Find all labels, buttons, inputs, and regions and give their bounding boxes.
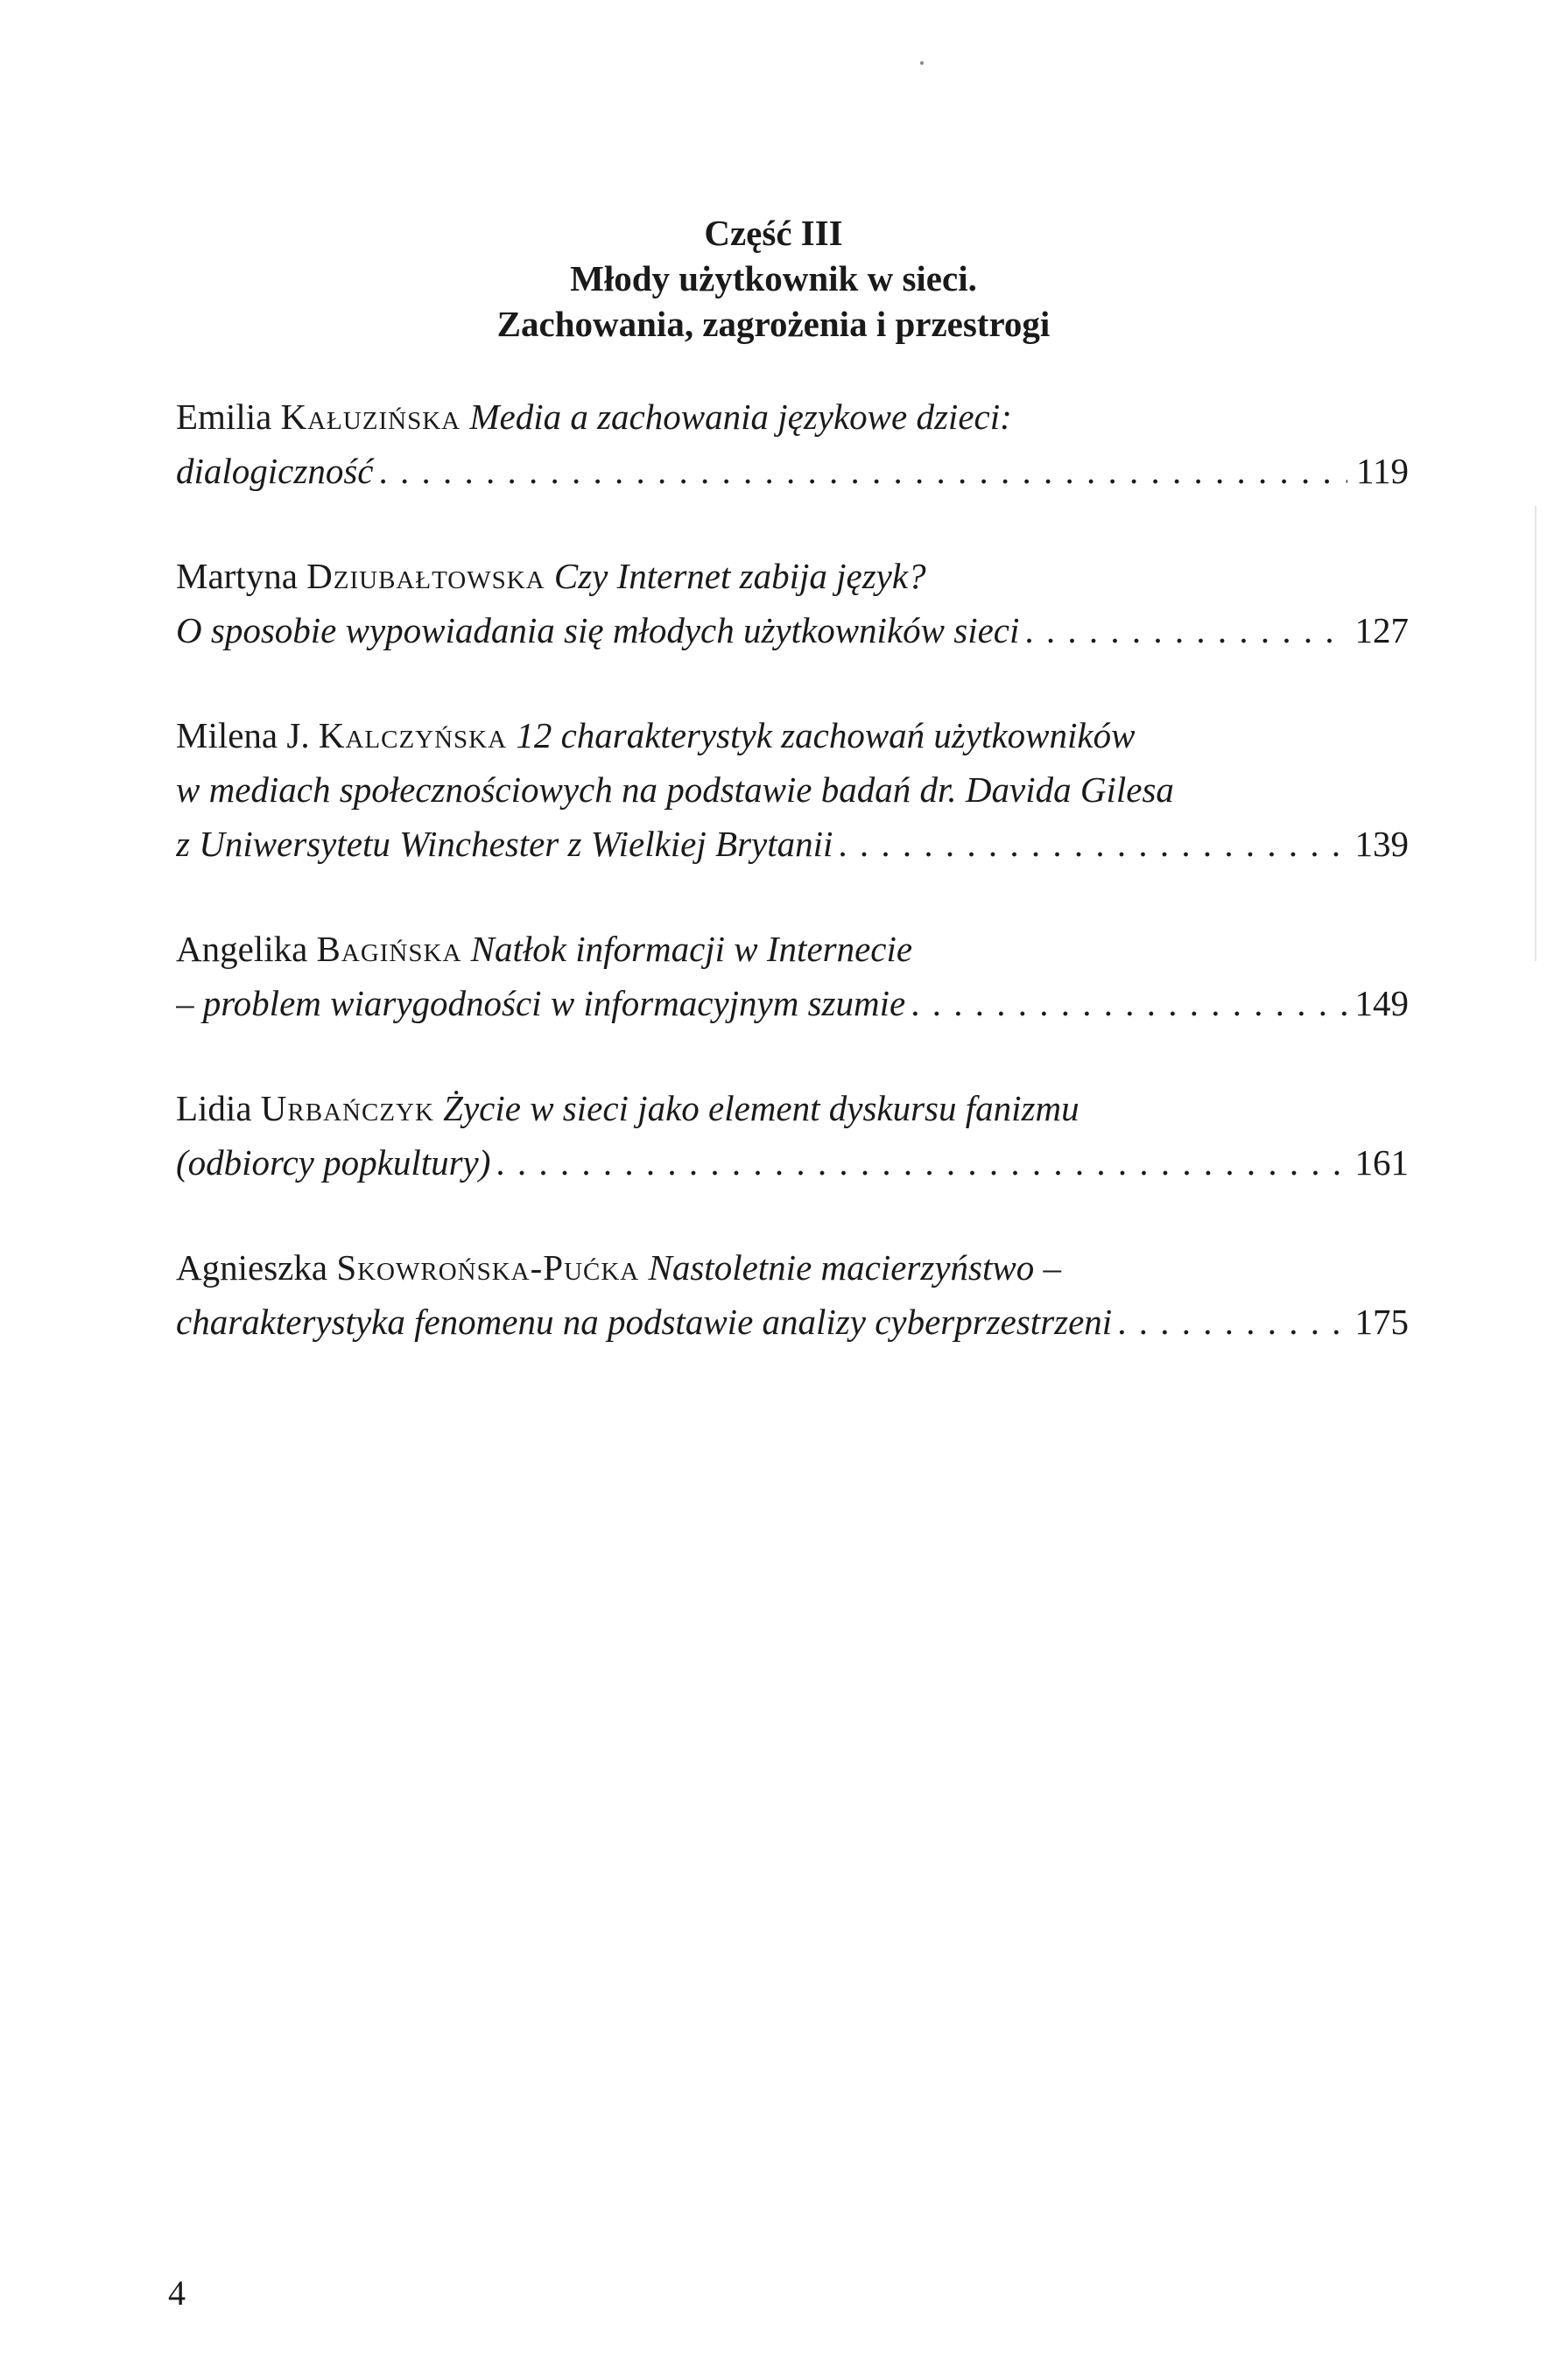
author-last-name: Skowrońska-Pućka (336, 1247, 640, 1288)
toc-entry-last-line (176, 444, 1409, 498)
author-last-name: Urbańczyk (260, 1088, 434, 1128)
chapter-title: Nastoletnie macierzyństwo – (648, 1247, 1061, 1288)
chapter-title-continued: (odbiorcy popkultury) (176, 1142, 491, 1183)
toc-entry-line (176, 1240, 1409, 1295)
dot-leader (905, 976, 1346, 1030)
table-of-contents (176, 390, 1409, 1400)
chapter-title-continued: dialogiczność (176, 451, 374, 491)
toc-entry-line (176, 762, 1409, 817)
toc-entry-last-line (176, 603, 1409, 657)
chapter-title-continued: O sposobie wypowiadania się młodych użytkowników sieci (176, 610, 1020, 650)
page-number: 139 (1354, 824, 1409, 864)
author-first-name: Emilia (176, 397, 272, 437)
toc-entry (176, 1081, 1409, 1190)
dot-leader (1112, 1295, 1346, 1349)
author-last-name: Kałuzińska (280, 397, 461, 437)
toc-entry-last-line (176, 1295, 1409, 1349)
page-number: 119 (1356, 451, 1409, 491)
toc-entry-line (176, 390, 1409, 444)
author-first-name: Milena J. (176, 715, 310, 755)
page-number: 149 (1354, 983, 1409, 1023)
chapter-title-continued: – problem wiarygodności w informacyjnym szumie (176, 983, 906, 1023)
toc-entry-last-line (176, 976, 1409, 1030)
scan-edge-shadow (1535, 506, 1536, 961)
author-last-name: Kalczyńska (318, 715, 508, 755)
author-first-name: Lidia (176, 1088, 252, 1128)
toc-entry-last-line (176, 817, 1409, 871)
author-first-name: Angelika (176, 929, 308, 969)
dot-leader (490, 1135, 1346, 1190)
toc-entry-last-line (176, 1135, 1409, 1190)
part-heading (0, 210, 1547, 347)
dot-leader (1019, 603, 1346, 657)
part-title-line-1: Młody użytkownik w sieci. (570, 258, 977, 298)
toc-entry (176, 390, 1409, 498)
author-first-name: Agnieszka (176, 1247, 328, 1288)
part-number: Część III (704, 213, 843, 253)
toc-entry (176, 922, 1409, 1030)
toc-entry (176, 708, 1409, 871)
dot-leader (373, 444, 1347, 498)
chapter-title: Życie w sieci jako element dyskursu fanizmu (443, 1088, 1079, 1128)
chapter-title-continued: charakterystyka fenomenu na podstawie analizy cyberprzestrzeni (176, 1302, 1113, 1342)
part-title-line-2: Zachowania, zagrożenia i przestrogi (496, 304, 1051, 344)
toc-entry-line (176, 1081, 1409, 1135)
toc-entry-line (176, 708, 1409, 762)
author-first-name: Martyna (176, 556, 298, 596)
chapter-title-continued: z Uniwersytetu Winchester z Wielkiej Brytanii (176, 824, 833, 864)
toc-entry (176, 1240, 1409, 1349)
toc-entry-line (176, 922, 1409, 976)
dot-leader (833, 817, 1346, 871)
chapter-title-continued: w mediach społecznościowych na podstawie badań dr. Davida Gilesa (176, 769, 1174, 810)
page-number: 161 (1354, 1142, 1409, 1183)
author-last-name: Dziubałtowska (306, 556, 545, 596)
toc-entry-line (176, 549, 1409, 603)
folio-page-number: 4 (168, 2273, 186, 2313)
scan-speck (920, 61, 924, 65)
toc-entry (176, 549, 1409, 657)
chapter-title: Media a zachowania językowe dzieci: (469, 397, 1012, 437)
chapter-title: Czy Internet zabija język? (553, 556, 926, 596)
chapter-title: Natłok informacji w Internecie (470, 929, 913, 969)
page-number: 127 (1354, 610, 1409, 650)
author-last-name: Bagińska (316, 929, 462, 969)
page-number: 175 (1354, 1302, 1409, 1342)
chapter-title: 12 charakterystyk zachowań użytkowników (516, 715, 1136, 755)
